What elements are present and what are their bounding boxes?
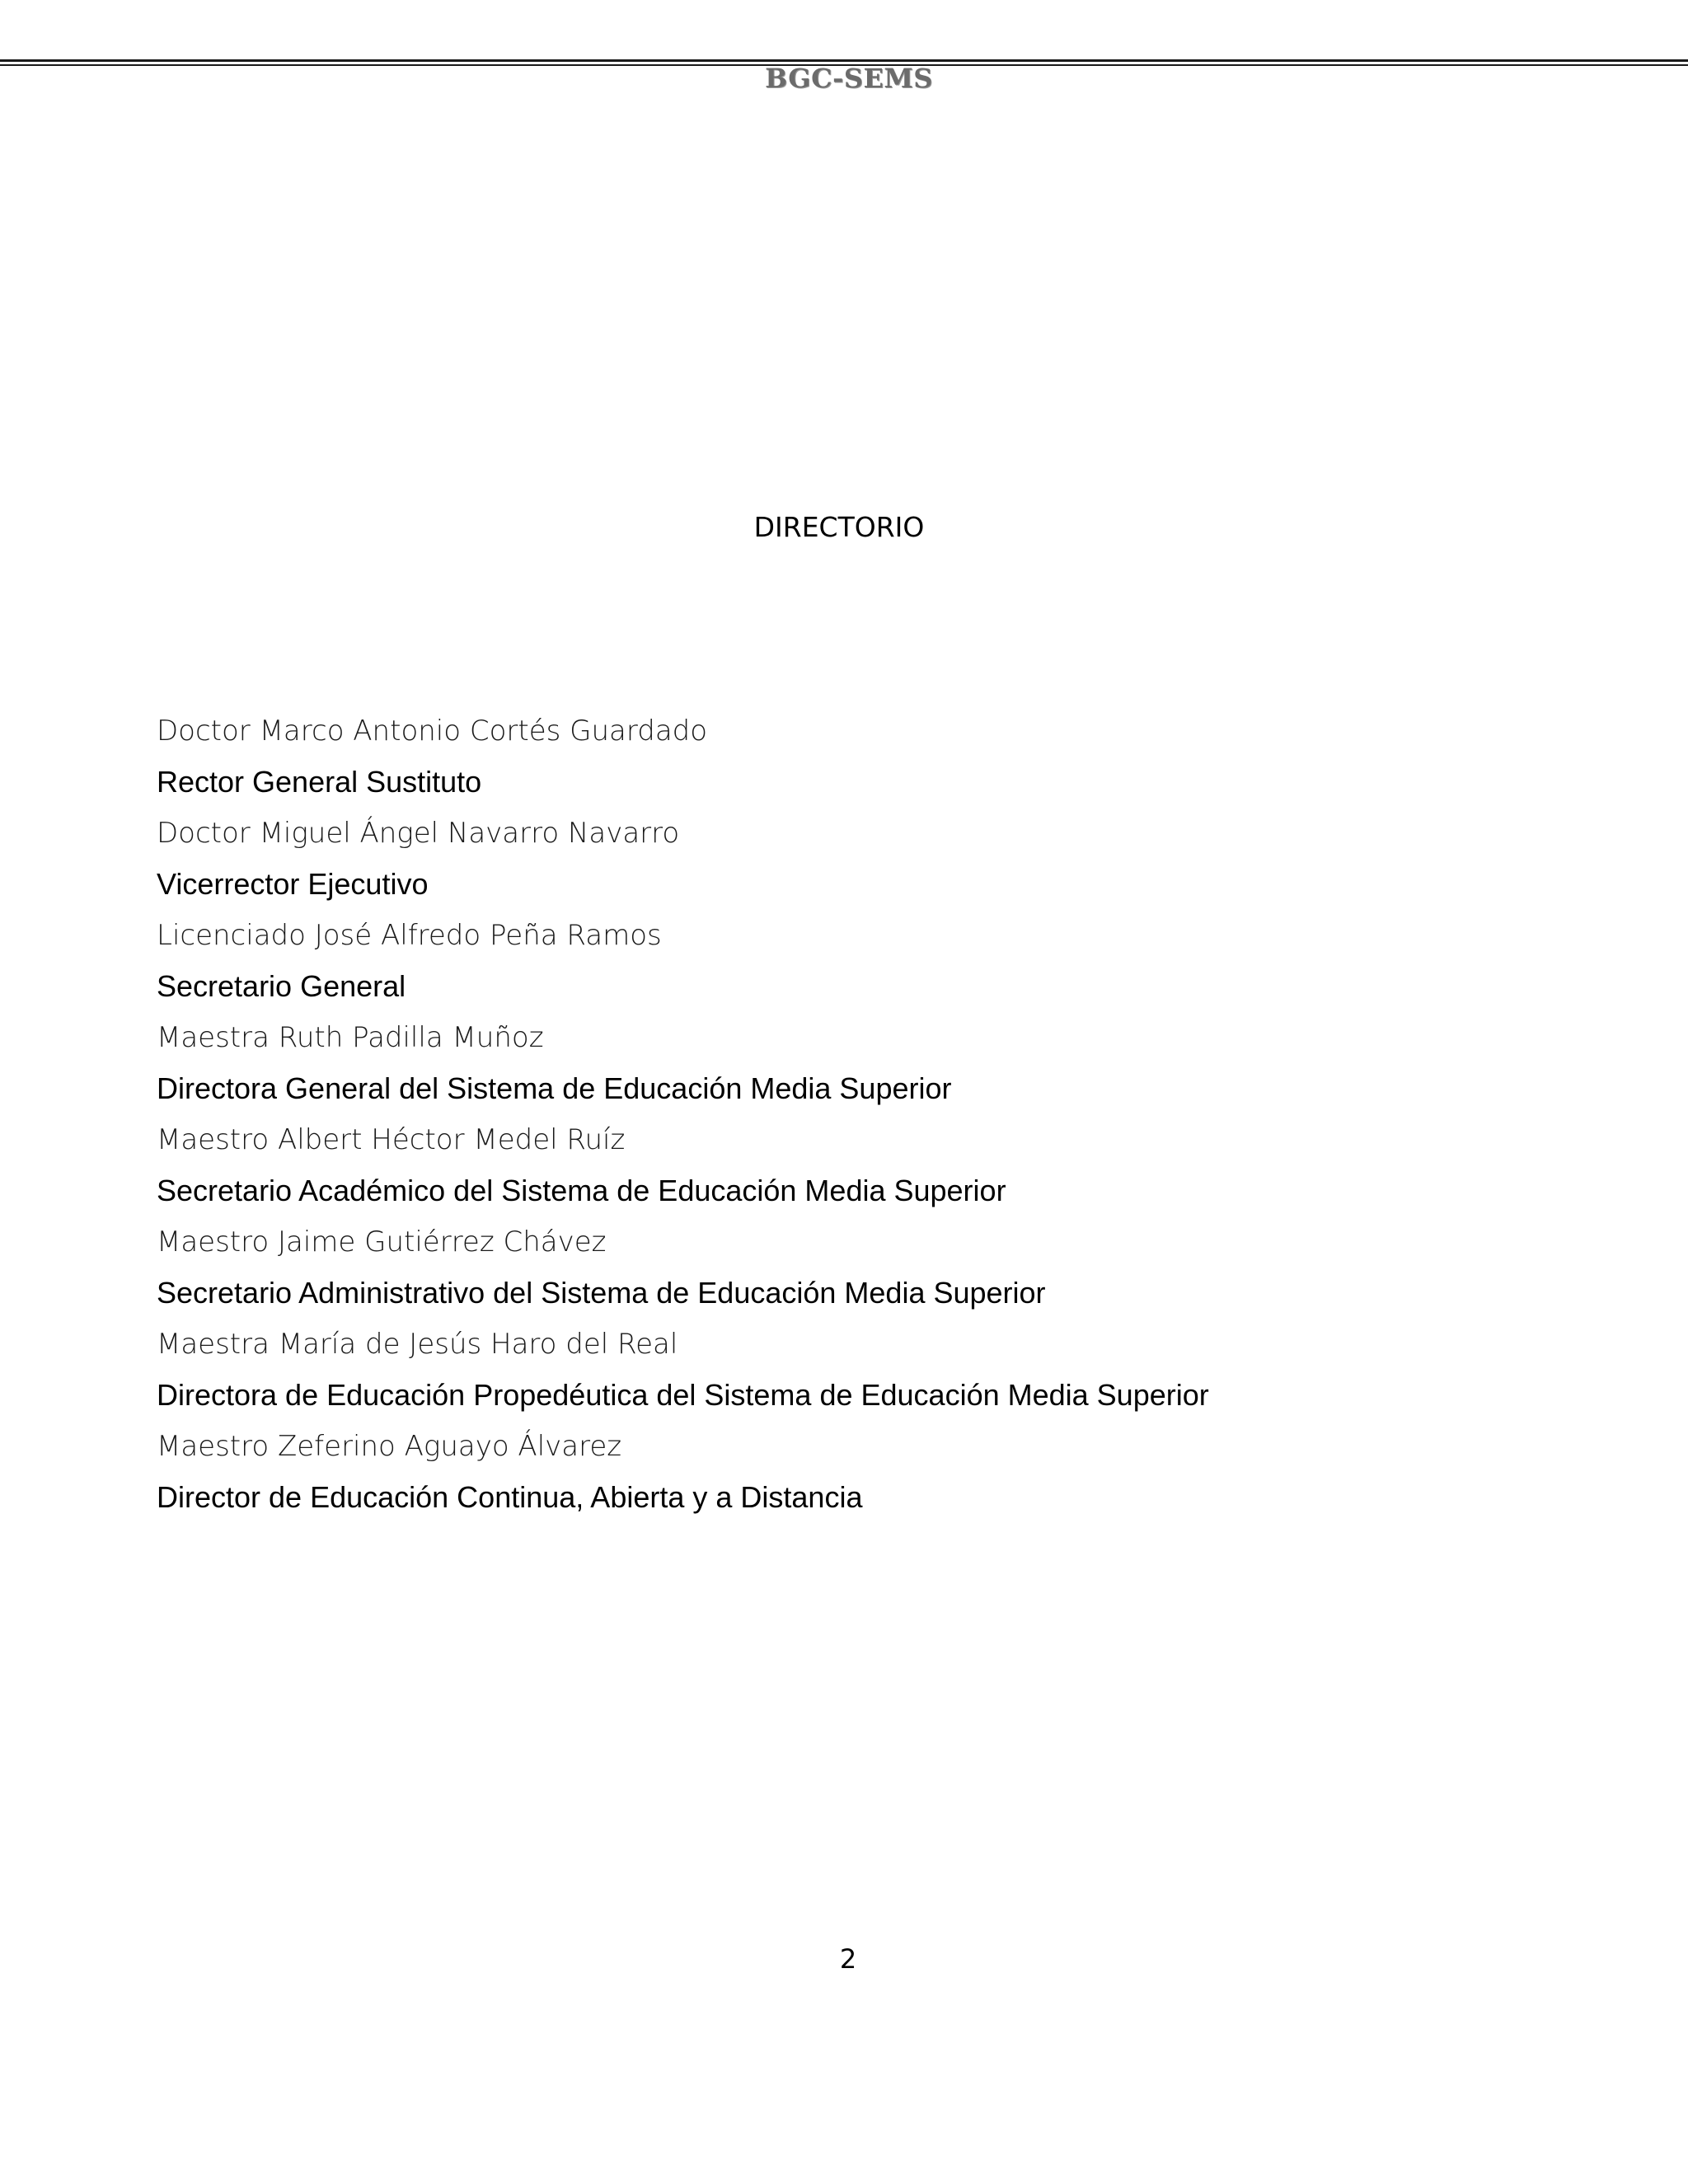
directory-entry-name: Maestra Ruth Padilla Muñoz bbox=[157, 1021, 544, 1054]
directory-entry-role: Directora de Educación Propedéutica del Sistema de Educación Media Superior bbox=[157, 1378, 1209, 1412]
directory-list bbox=[157, 710, 1209, 1528]
directory-entry-name: Doctor Miguel Ángel Navarro Navarro bbox=[157, 817, 680, 850]
directory-entry-role: Director de Educación Continua, Abierta y a Distancia bbox=[157, 1480, 863, 1514]
directory-entry-name: Doctor Marco Antonio Cortés Guardado bbox=[157, 715, 708, 748]
directory-entry-name: Licenciado José Alfredo Peña Ramos bbox=[157, 919, 662, 952]
directory-entry-name: Maestro Zeferino Aguayo Álvarez bbox=[157, 1430, 622, 1463]
directory-entry-role: Vicerrector Ejecutivo bbox=[157, 867, 429, 901]
directory-entry-role: Secretario Académico del Sistema de Educación Media Superior bbox=[157, 1174, 1006, 1207]
directory-entry-role: Secretario Administrativo del Sistema de Educación Media Superior bbox=[157, 1276, 1046, 1310]
header-title: BGC-SEMS bbox=[765, 63, 933, 94]
directory-entry-name: Maestro Albert Héctor Medel Ruíz bbox=[157, 1123, 626, 1156]
page-number: 2 bbox=[839, 1943, 857, 1975]
directory-entry-name: Maestro Jaime Gutiérrez Chávez bbox=[157, 1226, 607, 1258]
page-title: DIRECTORIO bbox=[753, 511, 925, 543]
directory-entry-role: Directora General del Sistema de Educación Media Superior bbox=[157, 1071, 952, 1105]
directory-entry-name: Maestra María de Jesús Haro del Real bbox=[157, 1328, 678, 1361]
directory-entry-role: Rector General Sustituto bbox=[157, 765, 482, 799]
directory-entry-role: Secretario General bbox=[157, 969, 406, 1003]
